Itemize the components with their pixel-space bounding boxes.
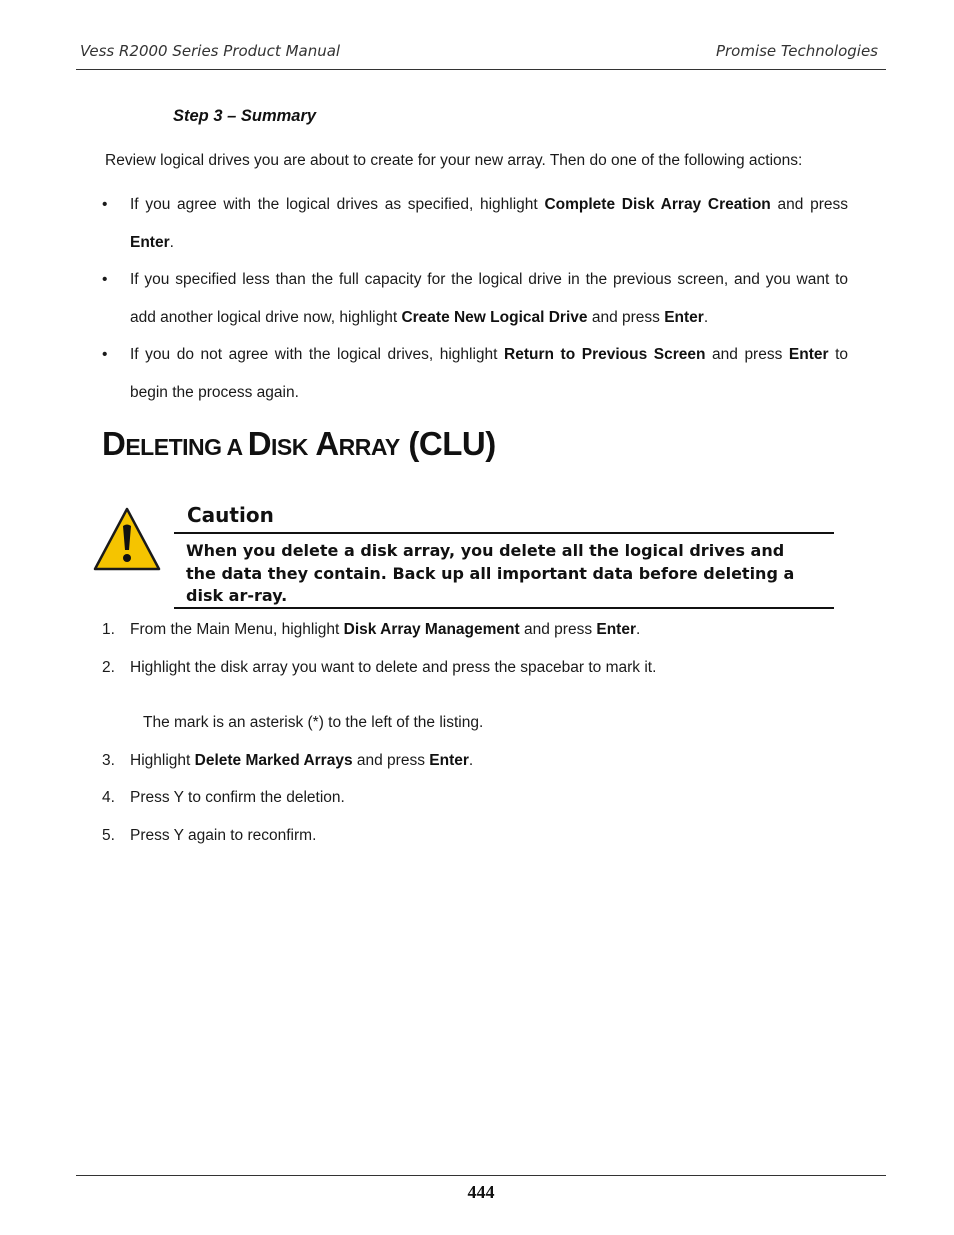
step-title: Step 3 – Summary [173,107,317,125]
bullet-text: If you agree with the logical drives as specified, highlight [130,196,545,213]
bullet-text: and press [705,346,789,363]
bold-term: Enter [596,621,636,638]
step-number: 3. [102,751,115,769]
list-item [100,649,860,687]
step-text: . [636,621,641,638]
bold-term: Return to Previous Screen [504,346,706,363]
warning-triangle-icon [92,506,162,572]
heading-part: A [307,425,339,462]
bold-term: Delete Marked Arrays [194,751,353,769]
bullet-text: If you do not agree with the logical drives, highlight [130,346,505,363]
bold-term: Enter [664,308,704,326]
list-item [100,261,848,336]
bullet-symbol: • [102,271,108,288]
caution-box [174,532,834,609]
bullet-text: and press [770,196,848,213]
step-text: . [468,751,474,769]
bullet-text: . [169,233,174,251]
step-text: From the Main Menu, highlight [130,621,344,638]
step-number: 5. [102,826,115,844]
heading-part: D [247,425,272,462]
procedure-steps [100,611,860,854]
heading-part: ELETING [125,434,222,460]
bold-term: Enter [788,346,829,363]
step-text: and press [519,621,597,638]
bullet-symbol: • [102,346,108,363]
list-item [100,817,860,855]
step-text: Press Y to confirm the deletion. [130,789,345,806]
list-item [100,779,860,817]
manual-title: Vess R2000 Series Product Manual [80,42,341,60]
page-number: 444 [467,1182,495,1202]
bullet-text: . [703,308,709,326]
bullet-text: If you specified less than the full capacity for the logical drive in the previous screen, and you want to add another logical drive now, highlight [130,271,848,326]
page-footer [76,1175,886,1202]
step-text: Highlight the disk array you want to delete and press the spacebar to mark it. [130,658,657,676]
company-name: Promise Technologies [715,42,878,60]
step-text: Highlight [130,751,195,769]
list-item [100,336,848,411]
bullet-text: and press [587,308,665,326]
list-item [100,186,848,261]
step-text: and press [352,751,430,769]
heading-part: D [102,425,126,462]
section-heading [102,425,496,463]
heading-part: RRAY [338,434,400,460]
bold-term: Create New Logical Drive [401,308,588,326]
step-number: 4. [102,789,115,806]
bold-term: Disk Array Management [343,621,520,638]
heading-part: (CLU) [399,425,496,462]
caution-text: When you delete a disk array, you delete all the logical drives and the data they contain. Back up all important data before deleting a disk ar-ray. [186,541,795,605]
caution-label: Caution [187,503,274,527]
heading-part: A [221,434,248,460]
step-text: Press Y again to reconfirm. [130,826,317,844]
step-note: The mark is an asterisk (*) to the left of the listing. [143,714,484,731]
list-item [100,742,860,780]
list-item [100,611,860,649]
bold-term: Enter [429,751,469,769]
step-number: 1. [102,621,115,638]
intro-text: Review logical drives you are about to create for your new array. Then do one of the following actions: [105,152,803,169]
bold-term: Enter [130,233,170,251]
page-header [76,38,886,70]
bullet-symbol: • [102,196,108,213]
action-bullet-list [100,186,848,411]
step-number: 2. [102,658,115,676]
bold-term: Complete Disk Array Creation [544,196,771,213]
heading-part: ISK [271,434,308,460]
bullet-text: to begin the process again. [130,346,849,401]
